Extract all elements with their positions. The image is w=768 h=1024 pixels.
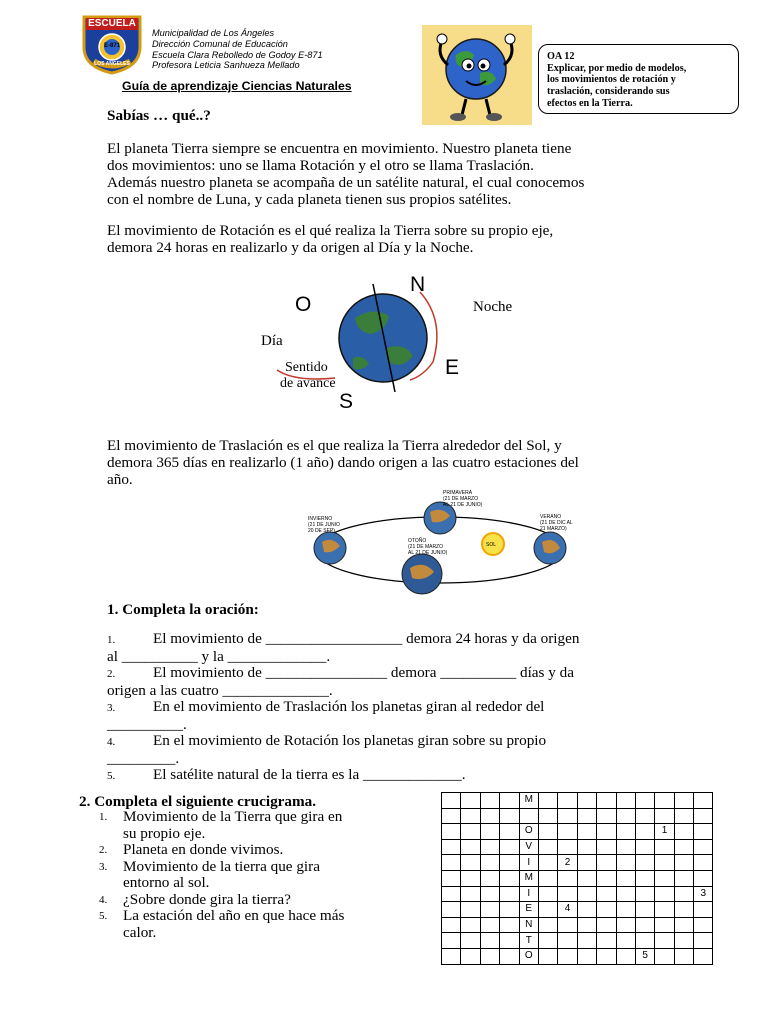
crossword-cell[interactable]: [694, 870, 713, 886]
logo-title: ESCUELA: [88, 18, 136, 29]
direction-label: de avance: [280, 376, 336, 391]
crossword-cell[interactable]: [694, 839, 713, 855]
list-item: [107, 699, 667, 733]
crossword-cell[interactable]: [655, 839, 674, 855]
crossword-cell[interactable]: [577, 793, 596, 809]
crossword-cell[interactable]: [616, 793, 635, 809]
crossword-cell[interactable]: [616, 948, 635, 964]
crossword-cell[interactable]: [694, 933, 713, 949]
learning-objective-box: [538, 44, 739, 114]
paragraph-line: demora 365 días en realizarlo (1 año) dando origen a las cuatro estaciones del: [107, 454, 579, 471]
crossword-cell[interactable]: [461, 886, 480, 902]
season-text: INVIERNO: [308, 516, 333, 522]
item-text: origen a las cuatro ______________.: [107, 681, 333, 699]
crossword-cell[interactable]: [616, 886, 635, 902]
paragraph-line: Además nuestro planeta se acompaña de un satélite natural, el cual conocemos: [107, 174, 585, 191]
clue-item: [99, 908, 399, 941]
crossword-cell[interactable]: [500, 902, 519, 918]
direction-label: Sentido: [285, 360, 328, 375]
item-text: __________.: [107, 715, 187, 733]
crossword-cell[interactable]: M: [519, 870, 538, 886]
clue-text: calor.: [123, 923, 157, 941]
header-lines: [152, 28, 323, 71]
crossword-cell[interactable]: M: [519, 793, 538, 809]
crossword-row: [442, 855, 713, 871]
crossword-cell[interactable]: [597, 808, 616, 824]
logo-number: E-871: [103, 43, 120, 49]
crossword-cell[interactable]: [538, 917, 557, 933]
item-text: En el movimiento de Traslación los planetas giran al rededor del: [153, 698, 545, 715]
crossword-cell[interactable]: [538, 808, 557, 824]
header-line: Escuela Clara Rebolledo de Godoy E-871: [152, 49, 323, 60]
crossword-cell[interactable]: [461, 870, 480, 886]
crossword-row: [442, 808, 713, 824]
crossword-cell[interactable]: [655, 902, 674, 918]
crossword-cell[interactable]: [694, 917, 713, 933]
crossword-row: [442, 793, 713, 809]
crossword-cell[interactable]: [635, 808, 654, 824]
crossword-cell[interactable]: [538, 855, 557, 871]
crossword-cell[interactable]: [674, 793, 693, 809]
rotation-diagram: [255, 270, 535, 415]
item-text: _________.: [107, 749, 180, 767]
crossword-cell[interactable]: [674, 870, 693, 886]
clue-number: 4.: [99, 893, 108, 906]
crossword-cell[interactable]: [597, 855, 616, 871]
crossword-cell[interactable]: [577, 886, 596, 902]
crossword-cell[interactable]: [558, 917, 577, 933]
crossword-cell[interactable]: [577, 808, 596, 824]
objective-code: OA 12: [547, 51, 575, 62]
crossword-cell[interactable]: [694, 808, 713, 824]
season-text: (21 DE JUNIO: [308, 522, 340, 528]
crossword-cell[interactable]: [461, 902, 480, 918]
crossword-cell[interactable]: [558, 886, 577, 902]
crossword-cell[interactable]: [442, 870, 461, 886]
paragraph-line: El movimiento de Rotación es el qué realiza la Tierra sobre su propio eje,: [107, 222, 554, 239]
season-text: (21 DE MARZO: [443, 496, 479, 502]
item-text: El movimiento de __________________ demora 24 horas y da origen: [153, 630, 580, 647]
crossword-cell[interactable]: [674, 824, 693, 840]
crossword-cell[interactable]: [538, 839, 557, 855]
crossword-cell[interactable]: N: [519, 917, 538, 933]
crossword-cell[interactable]: [674, 839, 693, 855]
crossword-cell[interactable]: [635, 933, 654, 949]
crossword-cell[interactable]: [655, 886, 674, 902]
winter-label: [308, 516, 340, 534]
crossword-cell[interactable]: O: [519, 824, 538, 840]
crossword-cell[interactable]: [577, 948, 596, 964]
page-title: Guía de aprendizaje Ciencias Naturales: [122, 79, 352, 93]
crossword-cell[interactable]: [538, 933, 557, 949]
crossword-row: [442, 902, 713, 918]
crossword-cell[interactable]: O: [519, 948, 538, 964]
crossword-cell[interactable]: 2: [558, 855, 577, 871]
season-text: (21 DE DIC AL: [540, 520, 573, 526]
crossword-cell[interactable]: [538, 948, 557, 964]
crossword-cell[interactable]: [461, 933, 480, 949]
crossword-cell[interactable]: [480, 902, 499, 918]
crossword-cell[interactable]: [655, 870, 674, 886]
crossword-cell[interactable]: [461, 948, 480, 964]
crossword-cell[interactable]: [577, 917, 596, 933]
item-number: 5.: [107, 770, 116, 782]
crossword-cell[interactable]: T: [519, 933, 538, 949]
objective-line: los movimientos de rotación y: [547, 74, 676, 86]
crossword-cell[interactable]: [480, 917, 499, 933]
sun-label: SOL: [486, 542, 497, 548]
crossword-cell[interactable]: [616, 917, 635, 933]
school-logo: [80, 13, 144, 75]
crossword-cell[interactable]: [694, 855, 713, 871]
season-text: OTOÑO: [408, 538, 427, 544]
crossword-cell[interactable]: [558, 793, 577, 809]
clue-text: entorno al sol.: [123, 874, 210, 891]
item-number: 1.: [107, 634, 116, 646]
season-text: AL 21 DE JUNIO): [443, 502, 483, 508]
crossword-cell[interactable]: [500, 793, 519, 809]
crossword-cell[interactable]: [655, 808, 674, 824]
item-text: El movimiento de ________________ demora __________ días y da: [153, 664, 574, 681]
clue-item: [99, 842, 399, 859]
crossword-cell[interactable]: [674, 886, 693, 902]
crossword-cell[interactable]: [500, 839, 519, 855]
item-number: 4.: [107, 736, 116, 748]
crossword-cell[interactable]: [635, 870, 654, 886]
night-label: Noche: [473, 299, 513, 315]
intro-heading: Sabías … qué..?: [107, 107, 211, 124]
crossword-cell[interactable]: [461, 839, 480, 855]
crossword-cell[interactable]: [442, 886, 461, 902]
crossword-cell[interactable]: [500, 808, 519, 824]
crossword-row: [442, 933, 713, 949]
crossword-cell[interactable]: [500, 870, 519, 886]
list-item: [107, 665, 667, 699]
clue-text: ¿Sobre donde gira la tierra?: [123, 890, 291, 908]
crossword-cell[interactable]: [694, 948, 713, 964]
crossword-cell[interactable]: [655, 933, 674, 949]
crossword-cell[interactable]: [674, 917, 693, 933]
orbit-diagram: [300, 488, 580, 600]
item-number: 3.: [107, 702, 116, 714]
crossword-cell[interactable]: [597, 902, 616, 918]
crossword-cell[interactable]: [558, 808, 577, 824]
crossword-row: [442, 824, 713, 840]
header-line: Dirección Comunal de Educación: [152, 38, 288, 49]
item-text: El satélite natural de la tierra es la _____________.: [153, 766, 466, 783]
crossword-cell[interactable]: [442, 839, 461, 855]
spring-label: [443, 490, 482, 508]
crossword-cell[interactable]: 1: [655, 824, 674, 840]
crossword-cell[interactable]: [597, 886, 616, 902]
crossword-cell[interactable]: [577, 933, 596, 949]
crossword-cell[interactable]: [558, 839, 577, 855]
crossword-cell[interactable]: [694, 902, 713, 918]
crossword-row: [442, 839, 713, 855]
crossword-cell[interactable]: [674, 855, 693, 871]
crossword-cell[interactable]: [597, 933, 616, 949]
crossword-cell[interactable]: [442, 917, 461, 933]
crossword-cell[interactable]: [597, 793, 616, 809]
header-line: Municipalidad de Los Ángeles: [152, 28, 275, 38]
crossword-cell[interactable]: [480, 886, 499, 902]
header-line: Profesora Leticia Sanhueza Mellado: [152, 60, 300, 71]
crossword-cell[interactable]: [500, 948, 519, 964]
crossword-row: [442, 917, 713, 933]
crossword-cell[interactable]: [674, 933, 693, 949]
crossword-cell[interactable]: [616, 808, 635, 824]
list-item: [107, 767, 667, 785]
clue-item: [99, 859, 399, 892]
clue-text: su propio eje.: [123, 824, 206, 842]
clue-text: Movimiento de la Tierra que gira en: [123, 808, 343, 825]
crossword-cell[interactable]: [538, 902, 557, 918]
crossword-cell[interactable]: [538, 793, 557, 809]
crossword-cell[interactable]: [674, 808, 693, 824]
crossword-cell[interactable]: [538, 870, 557, 886]
crossword-cell[interactable]: [558, 824, 577, 840]
crossword-cell[interactable]: [442, 933, 461, 949]
crossword-cell[interactable]: [461, 793, 480, 809]
season-text: 21 MARZO): [540, 526, 567, 532]
clue-number: 5.: [99, 910, 108, 922]
clue-number: 3.: [99, 860, 108, 873]
crossword-cell[interactable]: [538, 886, 557, 902]
paragraph-line: El planeta Tierra siempre se encuentra en movimiento. Nuestro planeta tiene: [107, 140, 572, 157]
crossword-cell[interactable]: [461, 808, 480, 824]
day-label: Día: [261, 333, 283, 349]
crossword-cell[interactable]: [538, 824, 557, 840]
crossword-cell[interactable]: [577, 839, 596, 855]
item-text: En el movimiento de Rotación los planetas giran sobre su propio: [153, 732, 547, 749]
crossword-cell[interactable]: [616, 839, 635, 855]
season-text: PRIMAVERA: [443, 490, 473, 496]
list-item: [107, 733, 667, 767]
crossword-cell[interactable]: [461, 917, 480, 933]
section2-title: 2. Completa el siguiente crucigrama.: [79, 793, 317, 810]
crossword-cell[interactable]: 3: [694, 886, 713, 902]
clue-text: Planeta en donde vivimos.: [123, 841, 284, 858]
crossword-table: [441, 792, 713, 965]
crossword-cell[interactable]: E: [519, 902, 538, 918]
crossword-cell[interactable]: [635, 793, 654, 809]
clue-item: [99, 892, 399, 909]
crossword-cell[interactable]: [597, 839, 616, 855]
crossword-cell[interactable]: [616, 870, 635, 886]
crossword-cell[interactable]: [558, 948, 577, 964]
crossword-cell[interactable]: [500, 855, 519, 871]
crossword-cell[interactable]: 5: [635, 948, 654, 964]
crossword-cell[interactable]: [577, 870, 596, 886]
crossword-cell[interactable]: I: [519, 886, 538, 902]
crossword-cell[interactable]: [577, 855, 596, 871]
paragraph-line: dos movimientos: uno se llama Rotación y el otro se llama Traslación.: [107, 157, 534, 174]
crossword-cell[interactable]: [616, 933, 635, 949]
clue-text: La estación del año en que hace más: [123, 907, 345, 924]
translation-paragraph: [107, 437, 579, 488]
crossword-cell[interactable]: [480, 948, 499, 964]
crossword-cell[interactable]: [655, 793, 674, 809]
crossword-cell[interactable]: [655, 917, 674, 933]
rotation-paragraph: [107, 222, 553, 256]
clue-item: [99, 809, 399, 842]
crossword-cell[interactable]: [597, 948, 616, 964]
season-text: 20 DE SEP): [308, 528, 335, 534]
paragraph-line: con el nombre de Luna, y cada planeta tienen sus propios satélites.: [107, 191, 512, 208]
crossword-cell[interactable]: [442, 808, 461, 824]
crossword-cell[interactable]: [558, 933, 577, 949]
objective-line: efectos en la Tierra.: [547, 97, 633, 109]
crossword-cell[interactable]: I: [519, 855, 538, 871]
crossword-grid: [441, 792, 713, 965]
south-label: S: [339, 390, 354, 413]
crossword-cell[interactable]: [500, 917, 519, 933]
east-label: E: [445, 356, 460, 379]
crossword-cell[interactable]: [597, 870, 616, 886]
crossword-cell[interactable]: [480, 808, 499, 824]
objective-line: Explicar, por medio de modelos,: [547, 62, 687, 74]
crossword-cell[interactable]: [480, 933, 499, 949]
crossword-cell[interactable]: [635, 886, 654, 902]
item-number: 2.: [107, 668, 116, 680]
intro-paragraph: [107, 140, 584, 208]
crossword-cell[interactable]: [616, 824, 635, 840]
fill-in-list: [107, 631, 667, 785]
paragraph-line: demora 24 horas en realizarlo y da origen al Día y la Noche.: [107, 239, 474, 256]
crossword-cell[interactable]: [500, 933, 519, 949]
crossword-cell[interactable]: [674, 948, 693, 964]
list-item: [107, 631, 667, 665]
crossword-cell[interactable]: [442, 824, 461, 840]
crossword-cell[interactable]: [577, 824, 596, 840]
crossword-cell[interactable]: [442, 793, 461, 809]
summer-label: [540, 514, 573, 532]
crossword-row: [442, 886, 713, 902]
crossword-cell[interactable]: [442, 855, 461, 871]
crossword-cell[interactable]: [480, 824, 499, 840]
paragraph-line: año.: [107, 471, 133, 488]
crossword-cell[interactable]: [694, 824, 713, 840]
crossword-cell[interactable]: V: [519, 839, 538, 855]
crossword-cell[interactable]: [480, 855, 499, 871]
crossword-cell[interactable]: [655, 855, 674, 871]
crossword-row: [442, 870, 713, 886]
season-text: AL 21 DE JUNIO): [408, 550, 448, 556]
paragraph-line: El movimiento de Traslación es el que realiza la Tierra alrededor del Sol, y: [107, 437, 562, 454]
clue-number: 2.: [99, 844, 108, 856]
section1-title: 1. Completa la oración:: [107, 601, 259, 618]
crossword-cell[interactable]: [558, 870, 577, 886]
crossword-clues: [99, 809, 399, 941]
crossword-cell[interactable]: [655, 948, 674, 964]
crossword-cell[interactable]: [616, 902, 635, 918]
crossword-cell[interactable]: [461, 855, 480, 871]
crossword-cell[interactable]: [500, 886, 519, 902]
crossword-cell[interactable]: [597, 917, 616, 933]
crossword-cell[interactable]: [635, 824, 654, 840]
season-text: (21 DE MARZO: [408, 544, 444, 550]
crossword-cell[interactable]: [577, 902, 596, 918]
crossword-cell[interactable]: [635, 902, 654, 918]
north-label: N: [410, 273, 426, 296]
crossword-cell[interactable]: [442, 948, 461, 964]
clue-text: Movimiento de la tierra que gira: [123, 857, 320, 875]
season-text: VERANO: [540, 514, 562, 520]
item-text: al __________ y la _____________.: [107, 647, 331, 665]
crossword-cell[interactable]: [635, 917, 654, 933]
logo-city: LOS ANGELES: [94, 61, 130, 67]
crossword-row: [442, 948, 713, 964]
crossword-cell[interactable]: 4: [558, 902, 577, 918]
crossword-cell[interactable]: [442, 902, 461, 918]
crossword-cell[interactable]: [674, 902, 693, 918]
crossword-cell[interactable]: [480, 870, 499, 886]
crossword-cell[interactable]: [635, 855, 654, 871]
crossword-cell[interactable]: [694, 793, 713, 809]
crossword-cell[interactable]: [519, 808, 538, 824]
earth-cartoon-image: [422, 25, 532, 125]
crossword-cell[interactable]: [500, 824, 519, 840]
autumn-label: [408, 538, 447, 556]
crossword-cell[interactable]: [597, 824, 616, 840]
crossword-cell[interactable]: [635, 839, 654, 855]
west-label: O: [295, 293, 312, 316]
crossword-cell[interactable]: [480, 793, 499, 809]
crossword-cell[interactable]: [480, 839, 499, 855]
crossword-cell[interactable]: [461, 824, 480, 840]
crossword-cell[interactable]: [616, 855, 635, 871]
objective-line: traslación, considerando sus: [547, 86, 670, 98]
clue-number: 1.: [99, 811, 108, 823]
